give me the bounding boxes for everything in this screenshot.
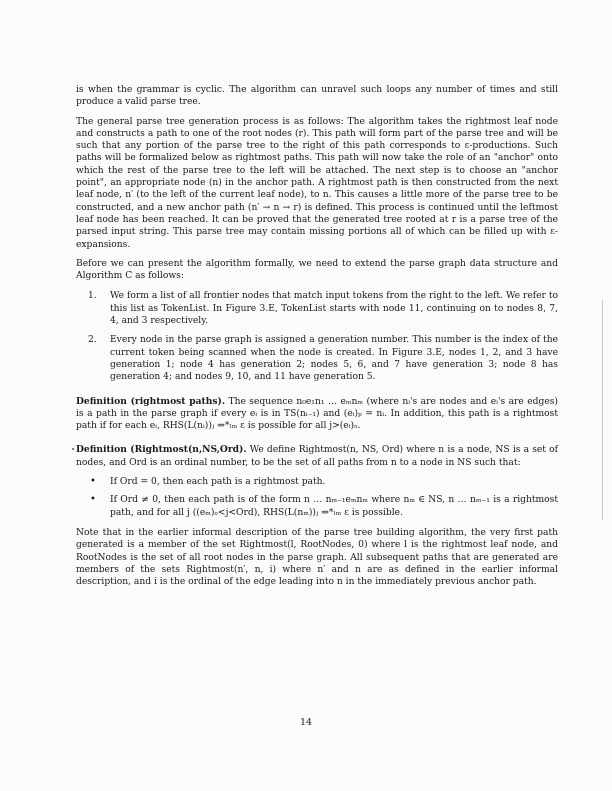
definition-rightmost-set [76,444,558,469]
list-item [88,290,558,327]
paragraph-note: Note that in the earlier informal description of the parse tree building algorithm, the very first path generated is a member of the set Rightmost(l, RootNodes, 0) where l is the rightmost leaf node, and RootNodes is the set of all root nodes in the parse graph. All subsequent paths that are generated are members of the sets Rightmost(n′, n, i) where n′ and n are as defined in the earlier informal description, and i is the ordinal of the edge leading into n in the immediately previous anchor path. [76,527,558,588]
scan-edge-line [602,300,603,520]
bullet-icon: • [90,476,96,488]
bullet-text: If Ord ≠ 0, then each path is of the form n … nₘ₋₁eₘnₘ where nₘ ∈ NS, n … nₘ₋₁ is a rightmost path, and for all j ((eₘ)ₒ<j<Ord), RHS(L(nₘ))ⱼ ⇒*ₗₘ ε is possible. [110,495,558,518]
list-number: 2. [88,335,97,346]
numbered-list [76,290,558,383]
list-text: We form a list of all frontier nodes that match input tokens from the right to the left. We refer to this list as TokenList. In Figure 3.E, TokenList starts with node 11, continuing on to nodes 8, 7, 4, and 3 respectively. [110,291,558,327]
paragraph-general-process: The general parse tree generation process is as follows: The algorithm takes the rightmost leaf node and constructs a path to one of the root nodes (r). This path will form part of the parse tree and will be such that any portion of the parse tree to the right of this path corresponds to ε-productions. Such paths will be formalized below as rightmost paths. This path will now take the role of an "anchor" onto which the rest of the parse tree to the left will be attached. The next step is to choose an "anchor point", an appropriate node (n) in the anchor path. A rightmost path is then constructed from the next leaf node, n′ (to the left of the current leaf node), to n. This causes a little more of the parse tree to be constructed, and a new anchor path (n′ → n → r) is defined. This process is continued until the leftmost leaf node has been reached. It can be proved that the generated tree rooted at r is a parse tree of the parsed input string. This parse tree may contain missing portions all of which can be filled up with ε-expansions. [76,116,558,250]
bullet-list [76,476,558,519]
list-number: 1. [88,291,97,302]
bullet-icon: • [90,494,96,506]
definition-heading: Definition (rightmost paths). [76,395,226,407]
paragraph-intro: is when the grammar is cyclic. The algorithm can unravel such loops any number of times and still produce a valid parse tree. [76,85,558,108]
bullet-text: If Ord = 0, then each path is a rightmost path. [110,477,326,488]
bullet-item [88,476,558,488]
list-item [88,334,558,383]
definition-heading: Definition (Rightmost(n,NS,Ord). [76,444,247,456]
page-body [76,84,558,595]
list-text: Every node in the parse graph is assigned a generation number. This number is the index of the current token being scanned when the node is created. In Figure 3.E, nodes 1, 2, and 3 have generation 1; node 4 has generation 2; nodes 5, 6, and 7 have generation 3; node 8 has generation 4; and nodes 9, 10, and 11 have generation 5. [110,335,558,383]
definition-body: The sequence n₀e₁n₁ … eₘnₘ (where nᵢ's are nodes and eᵢ's are edges) is a path in the parse graph if every eᵢ is in TS(nᵢ₋₁) and (eᵢ)ₚ = nᵢ. In addition, this path is a rightmost path if for each eᵢ, RHS(L(nᵢ))ⱼ ⇒*ₗₘ ε is possible for all j>(eᵢ)ₒ. [76,396,558,432]
definition-rightmost-paths [76,396,558,433]
bullet-item [88,494,558,519]
page-number: 14 [299,717,313,728]
scan-speck [72,448,74,450]
definition-body: We define Rightmost(n, NS, Ord) where n is a node, NS is a set of nodes, and Ord is an ordinal number, to be the set of all paths from n to a node in NS such that: [76,445,558,468]
paragraph-extension: Before we can present the algorithm formally, we need to extend the parse graph data structure and Algorithm C as follows: [76,258,558,282]
